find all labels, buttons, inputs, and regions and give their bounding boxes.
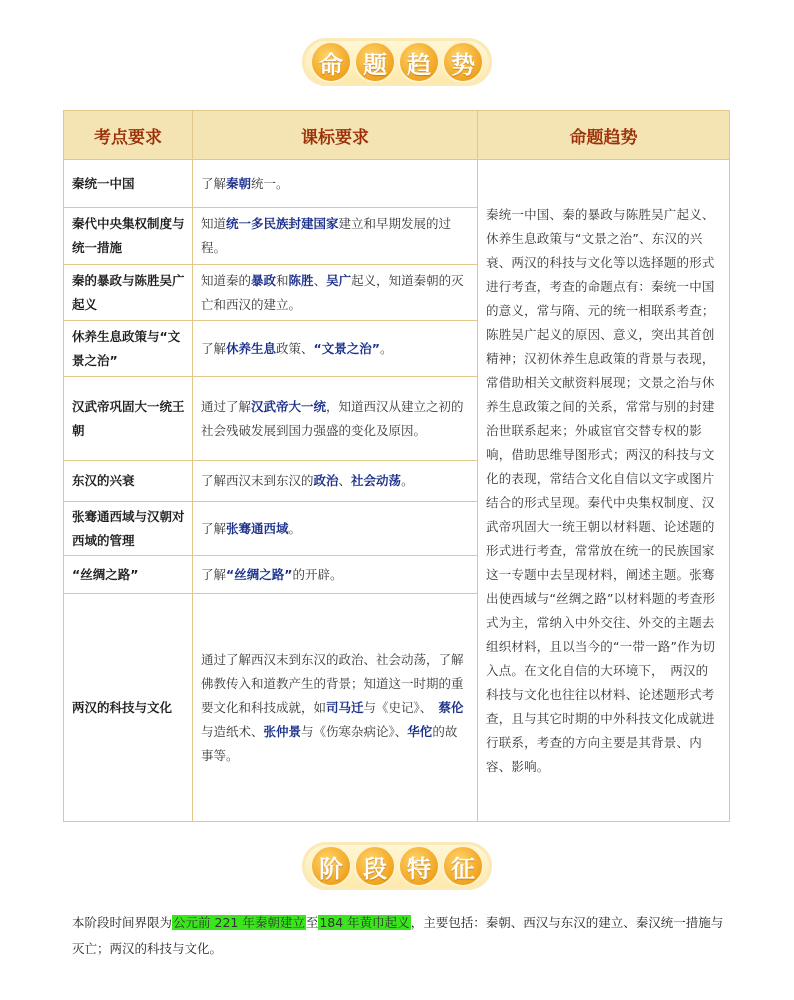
keyword: 汉武帝大一统 [251, 398, 327, 414]
heading-char: 特 [398, 845, 440, 887]
exam-trend-table [63, 110, 730, 822]
stage-text: 至 [305, 915, 319, 930]
standard-text: 了解西汉末到东汉的 [201, 473, 314, 488]
heading-char: 阶 [310, 845, 352, 887]
standard-text: 通过了解西汉末到东汉的政治、社会动荡，了解佛教传入和道教产生的背景；知道这一时期的重要文化和科技成就，如 [201, 651, 464, 715]
keyword: 统一多民族封建国家 [226, 216, 339, 231]
keyword: 吴广 [326, 272, 352, 288]
standard-cell [193, 461, 478, 502]
point-cell: 张骞通西域与汉朝对西域的管理 [64, 502, 193, 556]
keyword: 华佗 [407, 723, 433, 739]
standard-text: 的故事等。 [201, 723, 458, 763]
highlight-end: 184 年黄巾起义 [319, 915, 410, 930]
standard-text: 与《伤寒杂病论》、 [301, 723, 408, 739]
keyword: 司马迁 [326, 699, 364, 715]
standard-text: 建立和早期发展的过程。 [201, 216, 452, 255]
standard-text: 。 [379, 340, 393, 356]
header-trend: 命题趋势 [478, 111, 730, 160]
standard-text: 与造纸术、 [201, 723, 264, 739]
keyword: 秦朝 [226, 175, 252, 191]
standard-text: 。 [288, 520, 302, 536]
standard-text: 了解 [201, 566, 227, 582]
table-row [64, 160, 730, 208]
point-cell: 秦统一中国 [64, 160, 193, 208]
standard-text: 通过了解 [201, 398, 252, 414]
standard-cell [193, 208, 478, 265]
keyword: “丝绸之路” [226, 566, 293, 582]
standard-text: 知道秦的 [201, 272, 252, 288]
standard-cell [193, 160, 478, 208]
stage-paragraph [72, 910, 732, 962]
heading-char: 势 [442, 41, 484, 83]
keyword: 政治 [313, 473, 339, 488]
standard-text: 的开辟。 [292, 566, 343, 582]
standard-text: 起义，知道秦朝的灭亡和西汉的建立。 [201, 272, 464, 312]
point-cell: 秦代中央集权制度与统一措施 [64, 208, 193, 265]
standard-cell [193, 321, 478, 377]
standard-text: 了解 [201, 175, 227, 191]
standard-text: 、 [313, 272, 327, 288]
heading-char: 命 [310, 41, 352, 83]
heading-char: 征 [442, 845, 484, 887]
point-cell: 两汉的科技与文化 [64, 594, 193, 822]
keyword: 蔡伦 [438, 699, 464, 715]
point-cell: “丝绸之路” [64, 556, 193, 594]
keyword: 陈胜 [288, 272, 314, 288]
keyword: 张仲景 [263, 723, 302, 739]
standard-text: 与《史记》、 [363, 699, 439, 715]
standard-text: 知道 [201, 216, 227, 231]
standard-text: 了解 [201, 520, 227, 536]
heading-stage-badge [0, 842, 794, 890]
keyword: 暴政 [251, 272, 277, 288]
standard-text: 统一。 [251, 175, 289, 191]
point-cell: 东汉的兴衰 [64, 461, 193, 502]
stage-text: ，主要包括：秦朝、西汉与东汉的建立、秦汉统一措施与灭亡；两汉的科技与文化。 [72, 915, 724, 956]
highlight-start: 公元前 221 年秦朝建立 [173, 915, 305, 930]
table-header-row [64, 111, 730, 160]
standard-text: 、 [338, 473, 352, 488]
standard-text: 了解 [201, 340, 227, 356]
standard-cell [193, 377, 478, 461]
standard-cell [193, 265, 478, 321]
point-cell: 汉武帝巩固大一统王朝 [64, 377, 193, 461]
keyword: 张骞通西域 [226, 520, 289, 536]
point-cell: 休养生息政策与“文景之治” [64, 321, 193, 377]
header-standard: 课标要求 [193, 111, 478, 160]
point-cell: 秦的暴政与陈胜吴广起义 [64, 265, 193, 321]
standard-text: 和 [276, 272, 289, 288]
heading-char: 段 [354, 845, 396, 887]
keyword: “文景之治” [313, 340, 380, 356]
header-point: 考点要求 [64, 111, 193, 160]
heading-char: 题 [354, 41, 396, 83]
stage-text: 本阶段时间界限为 [72, 915, 173, 930]
standard-cell [193, 502, 478, 556]
standard-text: ，知道西汉从建立之初的社会残破发展到国力强盛的变化及原因。 [201, 398, 464, 438]
keyword: 社会动荡 [351, 473, 402, 488]
heading-char: 趋 [398, 41, 440, 83]
keyword: 休养生息 [226, 340, 277, 356]
standard-text: 。 [401, 473, 414, 488]
trend-cell: 秦统一中国、秦的暴政与陈胜吴广起义、休养生息政策与“文景之治”、东汉的兴衰、两汉的科技与文化等以选择题的形式进行考查，考查的命题点有：秦统一中国的意义，常与隋、元的统一相联系考查；陈胜吴广起义的原因、意义，突出其首创精神；汉初休养生息政策的背景与表现，常借助相关文献资料展现；文景之治与休养生息政策之间的关系，常常与别的封建治世联系起来；外戚宦官交替专权的影响，借助思维导图形式；两汉的科技与文化的表现，常结合文化自信以文字或图片结合的形式呈现。秦代中央集权制度、汉武帝巩固大一统王朝以材料题、论述题的形式进行考查，常常放在统一的民族国家这一专题中去呈现材料，阐述主题。张骞出使西域与“丝绸之路”以材料题的考查形式为主，常纳入中外交往、外交的主题去组织材料，且以当今的“一带一路”作为切入点。在文化自信的大环境下， 两汉的科技与文化也往往以材料、论述题形式考查，且与其它时期的中外科技文化成就进行联系，考查的方向主要是其背景、内容、影响。 [478, 160, 730, 822]
heading-trend-badge [0, 38, 794, 86]
standard-text: 政策、 [276, 340, 314, 356]
standard-cell [193, 556, 478, 594]
standard-cell [193, 594, 478, 822]
